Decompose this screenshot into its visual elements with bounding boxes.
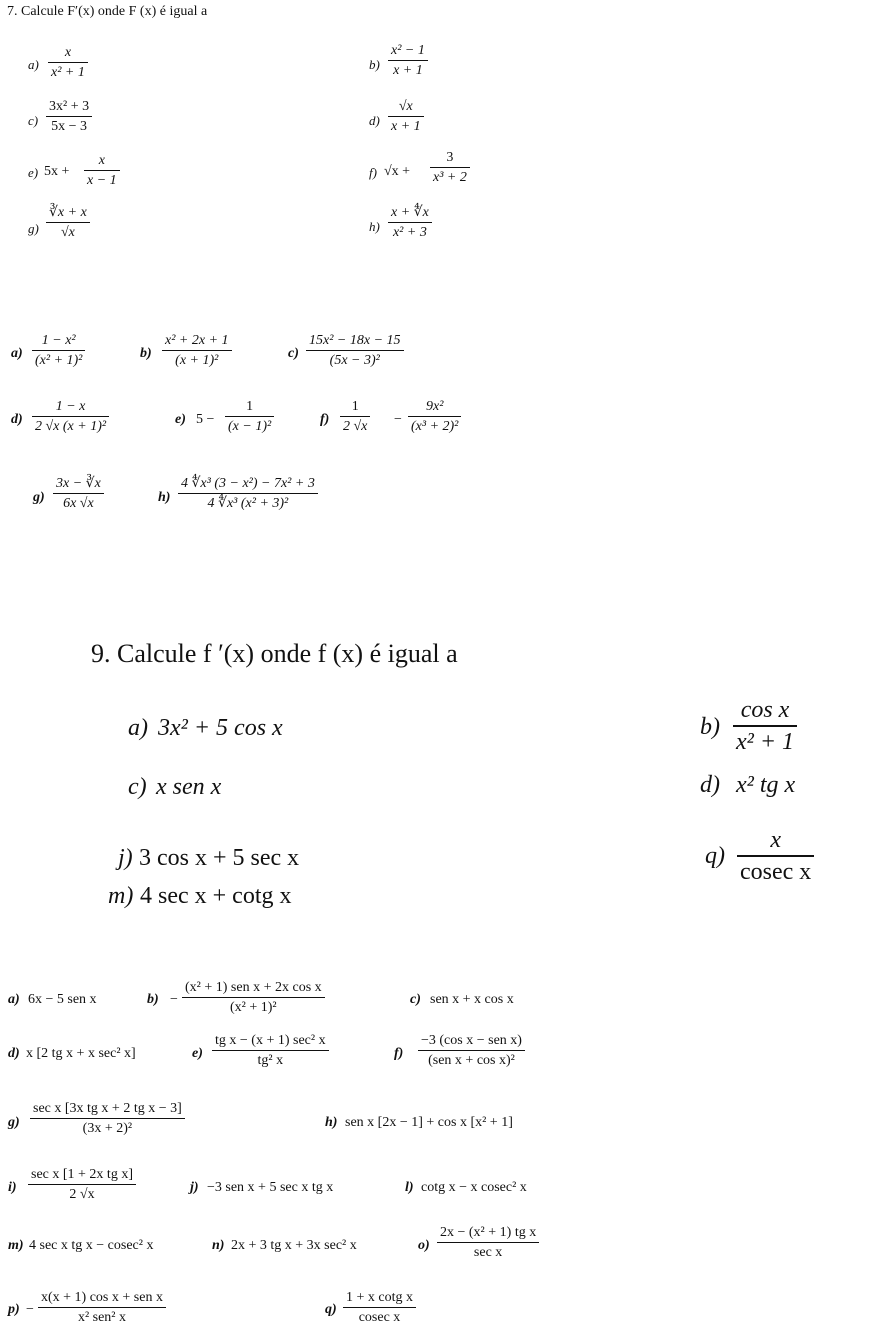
fraction-bar xyxy=(182,997,325,998)
fraction xyxy=(437,1225,539,1261)
answer-label: m) xyxy=(8,1238,24,1253)
fraction xyxy=(340,399,370,435)
fraction-bar xyxy=(388,116,424,117)
numerator: x xyxy=(64,45,72,60)
denominator: x³ + 2 xyxy=(433,170,467,186)
expression: sen x [2x − 1] + cos x [x² + 1] xyxy=(345,1115,513,1130)
item-label: m) xyxy=(108,883,134,909)
numerator: cos x xyxy=(740,697,790,723)
fraction-bar xyxy=(737,855,814,857)
denominator: tg² x xyxy=(257,1053,284,1069)
item-label: j) xyxy=(118,845,133,871)
numerator: −3 (cos x − sen x) xyxy=(421,1033,522,1048)
expression: x [2 tg x + x sec² x] xyxy=(26,1046,136,1061)
answer-label: b) xyxy=(147,992,159,1007)
answer-label: f) xyxy=(394,1046,404,1061)
fraction xyxy=(32,399,109,435)
fraction-bar xyxy=(212,1050,329,1051)
answer-label: h) xyxy=(158,490,171,505)
exercise-7-title: 7. Calcule F′(x) onde F (x) é igual a xyxy=(7,4,208,19)
denominator: (3x + 2)² xyxy=(82,1121,133,1137)
minus-sign: − xyxy=(394,412,402,427)
fraction xyxy=(53,476,104,512)
fraction-bar xyxy=(306,350,404,351)
item-label: c) xyxy=(128,774,147,800)
fraction-bar xyxy=(388,222,432,223)
item-label: h) xyxy=(369,219,380,234)
expression: 4 sec x + cotg x xyxy=(140,883,292,909)
denominator: x + 1 xyxy=(391,119,421,135)
denominator: (x − 1)² xyxy=(228,419,272,435)
fraction-bar xyxy=(343,1307,416,1308)
fraction xyxy=(737,827,814,886)
answer-label: g) xyxy=(33,490,45,505)
denominator: x² + 1 xyxy=(51,65,85,81)
answer-label: n) xyxy=(212,1238,225,1253)
fraction-bar xyxy=(32,350,85,351)
denominator: x² + 1 xyxy=(736,729,795,756)
numerator: sec x [1 + 2x tg x] xyxy=(31,1167,133,1182)
numerator: x² − 1 xyxy=(391,43,425,58)
expression-prefix: − xyxy=(170,992,178,1007)
answer-label: h) xyxy=(325,1115,338,1130)
answer-label: f) xyxy=(320,412,330,427)
denominator: 2 √x xyxy=(343,419,368,435)
expression-prefix: √x + xyxy=(384,164,411,179)
denominator: (5x − 3)² xyxy=(329,353,380,369)
item-label: a) xyxy=(28,57,39,72)
expression: 6x − 5 sen x xyxy=(28,992,97,1007)
numerator: 4 ∜x³ (3 − x²) − 7x² + 3 xyxy=(181,476,315,491)
expression: x sen x xyxy=(156,774,222,800)
numerator: ∛x + x xyxy=(49,205,87,220)
numerator: x(x + 1) cos x + sen x xyxy=(41,1290,163,1305)
fraction xyxy=(733,697,797,756)
denominator: (x² + 1)² xyxy=(35,353,83,369)
numerator: x xyxy=(770,827,781,853)
fraction-bar xyxy=(46,222,90,223)
expression: x² tg x xyxy=(736,772,796,798)
fraction-bar xyxy=(178,493,318,494)
fraction xyxy=(212,1033,329,1069)
fraction xyxy=(388,99,424,135)
denominator: cosec x xyxy=(740,859,812,886)
answer-label: c) xyxy=(288,346,299,361)
denominator: x − 1 xyxy=(87,173,117,189)
fraction-bar xyxy=(53,493,104,494)
fraction xyxy=(46,99,92,135)
item-label: b) xyxy=(369,57,380,72)
fraction xyxy=(28,1167,136,1203)
fraction xyxy=(46,205,90,241)
denominator: 6x √x xyxy=(63,496,94,512)
answer-label: e) xyxy=(175,412,186,427)
denominator: cosec x xyxy=(358,1310,401,1326)
fraction xyxy=(38,1290,166,1326)
answer-label: j) xyxy=(190,1180,199,1195)
fraction-bar xyxy=(46,116,92,117)
fraction-bar xyxy=(225,416,274,417)
denominator: x² + 3 xyxy=(392,225,427,241)
fraction-bar xyxy=(733,725,797,727)
expression-prefix: 5x + xyxy=(44,164,70,179)
expression: 2x + 3 tg x + 3x sec² x xyxy=(231,1238,357,1253)
fraction-bar xyxy=(30,1118,185,1119)
expression: cotg x − x cosec² x xyxy=(421,1180,527,1195)
answer-label: b) xyxy=(140,346,152,361)
fraction xyxy=(162,333,232,369)
answer-label: i) xyxy=(8,1180,17,1195)
answer-label: d) xyxy=(11,412,23,427)
fraction xyxy=(48,45,88,81)
denominator: 5x − 3 xyxy=(51,119,87,135)
answer-label: l) xyxy=(405,1180,414,1195)
fraction xyxy=(225,399,274,435)
item-label: c) xyxy=(28,113,39,128)
item-label: d) xyxy=(369,113,380,128)
numerator: 2x − (x² + 1) tg x xyxy=(440,1225,537,1240)
fraction xyxy=(388,43,428,79)
numerator: √x xyxy=(398,99,413,114)
expression: −3 sen x + 5 sec x tg x xyxy=(207,1180,334,1195)
answer-label: o) xyxy=(418,1238,430,1253)
fraction-bar xyxy=(28,1184,136,1185)
fraction-bar xyxy=(388,60,428,61)
numerator: x xyxy=(98,153,105,168)
item-label: f) xyxy=(369,165,377,180)
fraction-bar xyxy=(38,1307,166,1308)
item-label: a) xyxy=(128,715,148,741)
numerator: 3 xyxy=(446,150,454,165)
denominator: x² sen² x xyxy=(77,1310,126,1326)
numerator: 3x − ∛x xyxy=(56,476,101,491)
fraction xyxy=(178,476,318,512)
denominator: (sen x + cos x)² xyxy=(428,1053,515,1069)
denominator: (x + 1)² xyxy=(175,353,219,369)
numerator: (x² + 1) sen x + 2x cos x xyxy=(185,980,322,995)
fraction-bar xyxy=(162,350,232,351)
fraction xyxy=(418,1033,525,1069)
fraction xyxy=(182,980,325,1016)
expression: sen x + x cos x xyxy=(430,992,514,1007)
item-label: q) xyxy=(705,843,725,869)
expression-prefix: − xyxy=(26,1302,34,1317)
answer-label: e) xyxy=(192,1046,203,1061)
numerator: x² + 2x + 1 xyxy=(165,333,229,348)
fraction xyxy=(343,1290,416,1326)
numerator: 3x² + 3 xyxy=(49,99,90,114)
exercise-9-title: 9. Calcule f ′(x) onde f (x) é igual a xyxy=(91,639,458,668)
numerator: x + ∜x xyxy=(391,205,429,220)
fraction xyxy=(388,205,432,241)
fraction-bar xyxy=(437,1242,539,1243)
fraction-bar xyxy=(430,167,470,168)
denominator: sec x xyxy=(473,1245,503,1261)
fraction-bar xyxy=(340,416,370,417)
numerator: 15x² − 18x − 15 xyxy=(309,333,401,348)
fraction xyxy=(306,333,404,369)
denominator: 2 √x xyxy=(69,1187,95,1203)
fraction-bar xyxy=(418,1050,525,1051)
numerator: sec x [3x tg x + 2 tg x − 3] xyxy=(33,1101,182,1116)
fraction xyxy=(84,153,120,189)
answer-label: a) xyxy=(11,346,23,361)
item-label: g) xyxy=(28,221,39,236)
answer-label: c) xyxy=(410,992,421,1007)
answer-label: p) xyxy=(8,1302,20,1317)
answer-label: d) xyxy=(8,1046,20,1061)
fraction-bar xyxy=(408,416,461,417)
answer-label: q) xyxy=(325,1302,337,1317)
fraction xyxy=(32,333,85,369)
denominator: √x xyxy=(60,225,75,241)
expression: 4 sec x tg x − cosec² x xyxy=(29,1238,154,1253)
denominator: 4 ∜x³ (x² + 3)² xyxy=(207,496,289,512)
item-label: e) xyxy=(28,165,39,180)
fraction xyxy=(30,1101,185,1137)
fraction-bar xyxy=(84,170,120,171)
item-label: b) xyxy=(700,714,720,740)
expression: 3 cos x + 5 sec x xyxy=(139,845,300,871)
numerator: tg x − (x + 1) sec² x xyxy=(215,1033,326,1048)
denominator: x + 1 xyxy=(393,63,423,79)
fraction xyxy=(430,150,470,186)
numerator: 1 xyxy=(246,399,254,414)
denominator: (x² + 1)² xyxy=(230,1000,277,1016)
numerator: 9x² xyxy=(425,399,444,414)
numerator: 1 xyxy=(351,399,359,414)
answer-label: a) xyxy=(8,992,20,1007)
fraction xyxy=(408,399,461,435)
numerator: 1 − x xyxy=(55,399,86,414)
expression-prefix: 5 − xyxy=(196,412,215,427)
numerator: 1 + x cotg x xyxy=(346,1290,413,1305)
denominator: (x³ + 2)² xyxy=(411,419,459,435)
fraction-bar xyxy=(48,62,88,63)
fraction-bar xyxy=(32,416,109,417)
answer-label: g) xyxy=(8,1115,20,1130)
denominator: 2 √x (x + 1)² xyxy=(35,419,107,435)
expression: 3x² + 5 cos x xyxy=(158,715,283,741)
numerator: 1 − x² xyxy=(41,333,76,348)
item-label: d) xyxy=(700,772,720,798)
